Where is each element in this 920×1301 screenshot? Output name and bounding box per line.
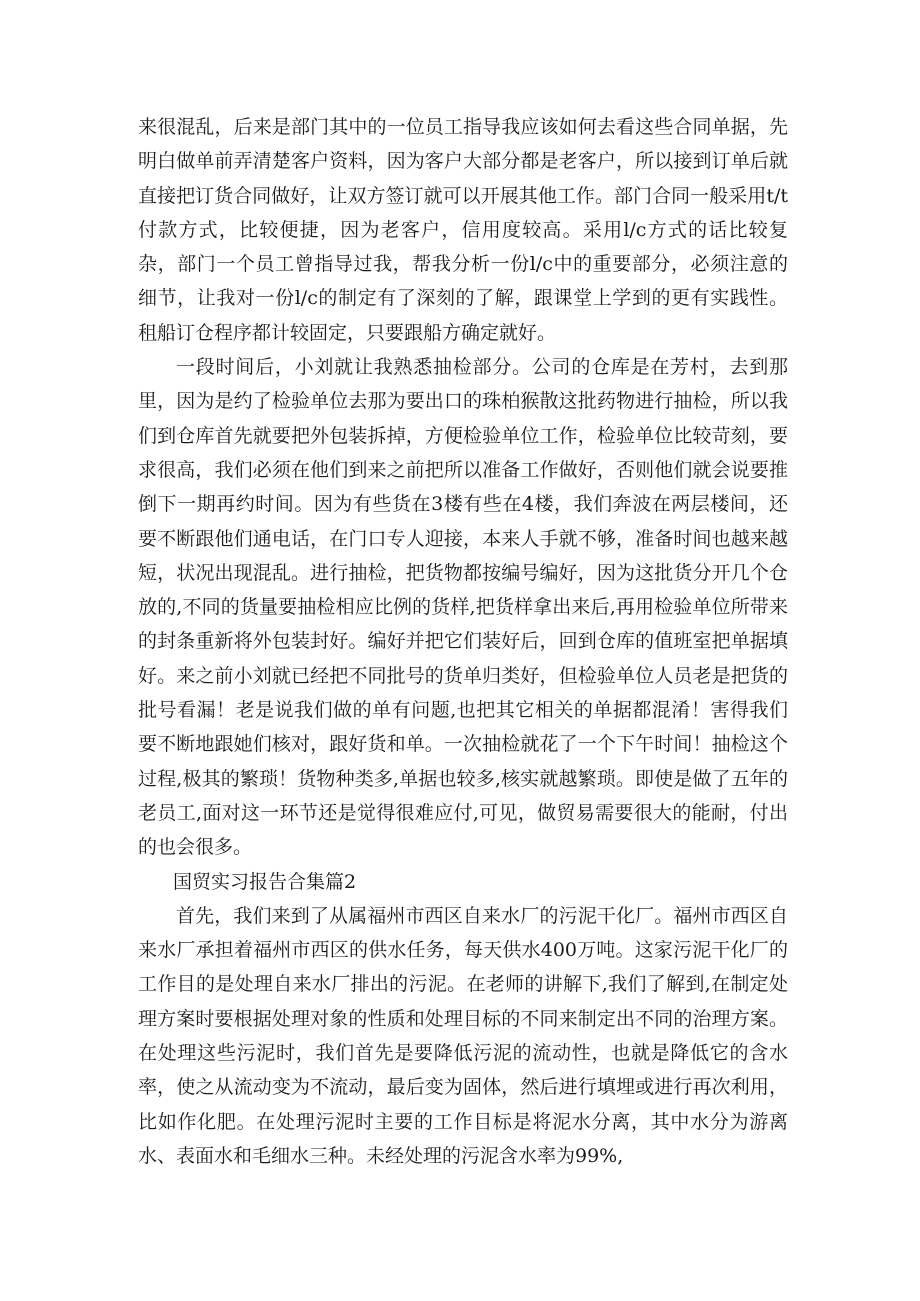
section-heading: 国贸实习报告合集篇2 — [173, 870, 357, 893]
paragraph-sludge-plant: 首先，我们来到了从属福州市西区自来水厂的污泥干化厂。福州市西区自来水厂承担着福州市西区的供水任务，每天供水400万吨。这家污泥干化厂的工作目的是处理自来水厂排出的污泥。在老师的讲解下,我们了解到,在制定处理方案时要根据处理对象的性质和处理目标的不同来制定出不同的治理方案。在处理这些污泥时，我们首先是要降低污泥的流动性，也就是降低它的含水率，使之从流动变为不流动，最后变为固体，然后进行填埋或进行再次利用，比如作化肥。在处理污泥时主要的工作目标是将泥水分离，其中水分为游离水、表面水和毛细水三种。未经处理的污泥含水率为99%, — [138, 904, 788, 1167]
paragraph-contract-docs: 来很混乱，后来是部门其中的一位员工指导我应该如何去看这些合同单据，先明白做单前弄清楚客户资料，因为客户大部分都是老客户，所以接到订单后就直接把订货合同做好，让双方签订就可以开展其他工作。部门合同一般采用t/t付款方式，比较便捷，因为老客户，信用度较高。采用l/c方式的话比较复杂，部门一个员工曾指导过我，帮我分析一份l/c中的重要部分，必须注意的细节，让我对一份l/c的制定有了深刻的了解，跟课堂上学到的更有实践性。租船订仓程序都计较固定，只要跟船方确定就好。 — [138, 116, 788, 344]
paragraph-inspection: 一段时间后，小刘就让我熟悉抽检部分。公司的仓库是在芳村，去到那里，因为是约了检验单位去那为要出口的珠柏猴散这批药物进行抽检，所以我们到仓库首先就要把外包装拆掉，方便检验单位工作，检验单位比较苛刻，要求很高，我们必须在他们到来之前把所以准备工作做好，否则他们就会说要推倒下一期再约时间。因为有些货在3楼有些在4楼，我们奔波在两层楼间，还要不断跟他们通电话，在门口专人迎接，本来人手就不够，准备时间也越来越短，状况出现混乱。进行抽检，把货物都按编号编好，因为这批货分开几个仓放的,不同的货量要抽检相应比例的货样,把货样拿出来后,再用检验单位所带来的封条重新将外包装封好。编好并把它们装好后，回到仓库的值班室把单据填好。来之前小刘就已经把不同批号的货单归类好，但检验单位人员老是把货的批号看漏！老是说我们做的单有问题,也把其它相关的单据都混淆！害得我们要不断地跟她们核对，跟好货和单。一次抽检就花了一个下午时间！抽检这个过程,极其的繁琐！货物种类多,单据也较多,核实就越繁琐。即使是做了五年的老员工,面对这一环节还是觉得很难应付,可见，做贸易需要很大的能耐，付出的也会很多。 — [138, 356, 788, 859]
document-body — [138, 110, 788, 1173]
